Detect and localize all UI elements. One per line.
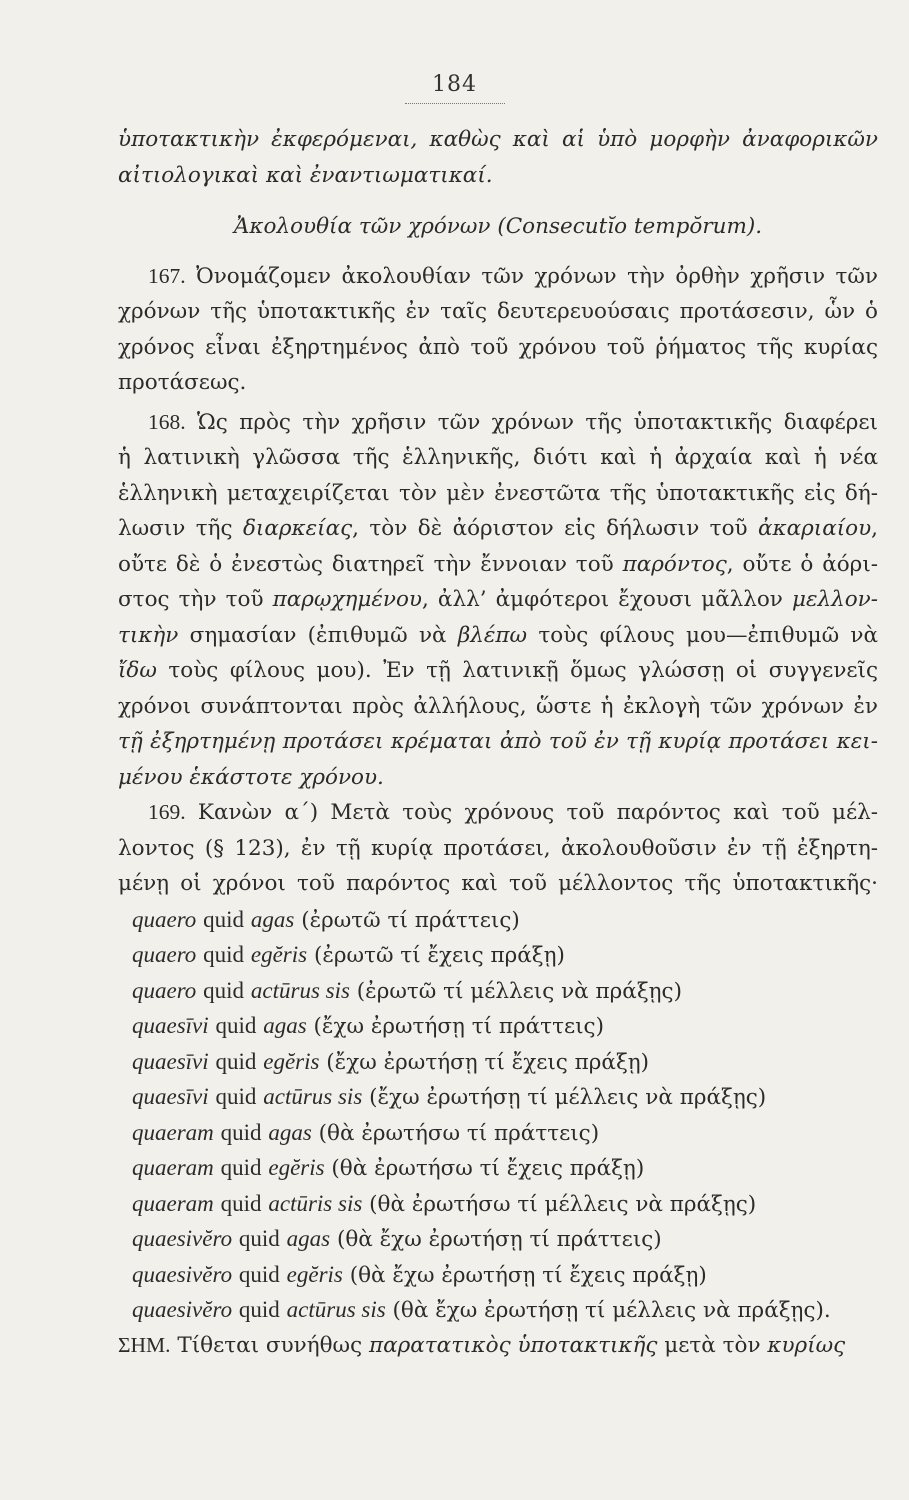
paragraph-number: 167. (148, 263, 186, 288)
example-row: quaesivĕro quid agas (θὰ ἔχω ἐρωτήσῃ τί πράττεις) (132, 1226, 662, 1252)
example-row: quaesīvi quid agas (ἔχω ἐρωτήσῃ τί πράττεις) (132, 1013, 604, 1039)
header-rule (405, 103, 505, 104)
heading-greek: Ἀκολουθία τῶν χρόνων (233, 214, 491, 239)
intro-line-1: ὑποτακτικὴν ἐκφερόμεναι, καθὼς καὶ αἱ ὑπὸ μορφὴν ἀναφορικῶν (118, 127, 878, 152)
intro-line-2: αἰτιολογικαὶ καὶ ἐναντιωματικαί. (118, 162, 493, 188)
example-row: quaesivĕro quid egĕris (θὰ ἔχω ἐρωτήσῃ τί ἔχεις πράξῃ) (132, 1261, 707, 1288)
note-line: ΣΗΜ. Τίθεται συνήθως παρατατικὸς ὑποτακτικῆς μετὰ τὸν κυρίως (118, 1332, 846, 1358)
example-list (132, 902, 878, 1328)
example-row: quaesīvi quid actūrus sis (ἔχω ἐρωτήσῃ τί μέλλεις νὰ πράξῃς) (132, 1084, 767, 1110)
paragraph-number: 168. (148, 409, 186, 434)
page-number: 184 (432, 72, 477, 97)
heading-latin: (Consecutĭo tempŏrum). (497, 214, 763, 239)
example-row: quaero quid egĕris (ἐρωτῶ τί ἔχεις πράξῃ) (132, 942, 565, 968)
example-row: quaesīvi quid egĕris (ἔχω ἐρωτήσῃ τί ἔχεις πράξῃ) (132, 1048, 650, 1075)
paragraph-167: 167. Ὀνομάζομεν ἀκολουθίαν τῶν χρόνων τὴν ὀρθὴν χρῆσιν τῶν χρόνων τῆς ὑποτακτικῆς ἐν ταῖς δευτερευούσαις προτάσεσιν, ὧν ὁ χρόνος εἶναι ἐξηρτημένος ἀπὸ τοῦ χρόνου τοῦ ῥήματος τῆς κυρίας προτάσεως. (118, 263, 878, 395)
paragraph-168: 168. Ὡς πρὸς τὴν χρῆσιν τῶν χρόνων τῆς ὑποτακτικῆς διαφέρει ἡ λατινικὴ γλῶσσα τῆς ἑλληνικῆς, διότι καὶ ἡ ἀρχαία καὶ ἡ νέα ἑλληνικὴ μεταχειρίζεται τὸν μὲν ἐνεστῶτα τῆς ὑποτακτικῆς εἰς δή- λωσιν τῆς διαρκείας, τὸν δὲ ἀόριστον εἰς δήλωσιν τοῦ ἀκαριαίου, οὔτε δὲ ὁ ἐνεστὼς διατηρεῖ τὴν ἔννοιαν τοῦ παρόντος, οὔτε ὁ ἀόρι- στος τὴν τοῦ παρῳχημένου, ἀλλ’ ἀμφότεροι ἔχουσι μᾶλλον μελλον- τικὴν σημασίαν (ἐπιθυμῶ νὰ βλέπω τοὺς φίλους μου—ἐπιθυμῶ νὰ ἴδω τοὺς φίλους μου). Ἐν τῇ λατινικῇ ὅμως γλώσσῃ οἱ συγγενεῖς χρόνοι συνάπτονται πρὸς ἀλλήλους, ὥστε ἡ ἐκλογὴ τῶν χρόνων ἐν τῇ ἐξηρτημένῃ προτάσει κρέμαται ἀπὸ τοῦ ἐν τῇ κυρίᾳ προτάσει κει- μένου ἑκάστοτε χρόνου. (118, 409, 879, 790)
example-row: quaeram quid egĕris (θὰ ἐρωτήσω τί ἔχεις πράξῃ) (132, 1155, 645, 1181)
paragraph-169: 169. Κανὼν α΄) Μετὰ τοὺς χρόνους τοῦ παρόντος καὶ τοῦ μέλ- λοντος (§ 123), ἐν τῇ κυρίᾳ προτάσει, ἀκολουθοῦσιν ἐν τῇ ἐξηρτη- μένῃ οἱ χρόνοι τοῦ παρόντος καὶ τοῦ μέλλοντος τῆς ὑποτακτικῆς· (118, 800, 878, 896)
section-heading (118, 209, 878, 245)
example-row: quaero quid agas (ἐρωτῶ τί πράττεις) (132, 906, 520, 933)
example-row: quaero quid actūrus sis (ἐρωτῶ τί μέλλεις νὰ πράξῃς) (132, 977, 682, 1004)
note-label: ΣΗΜ. (118, 1332, 171, 1357)
page-body (118, 122, 878, 1363)
page-header (0, 72, 909, 104)
example-row: quaeram quid actūris sis (θὰ ἐρωτήσω τί μέλλεις νὰ πράξῃς) (132, 1190, 757, 1217)
example-row: quaeram quid agas (θὰ ἐρωτήσω τί πράττεις) (132, 1119, 600, 1146)
example-row: quaesivĕro quid actūrus sis (θὰ ἔχω ἐρωτήσῃ τί μέλλεις νὰ πράξῃς). (132, 1297, 831, 1323)
paragraph-number: 169. (148, 800, 186, 824)
